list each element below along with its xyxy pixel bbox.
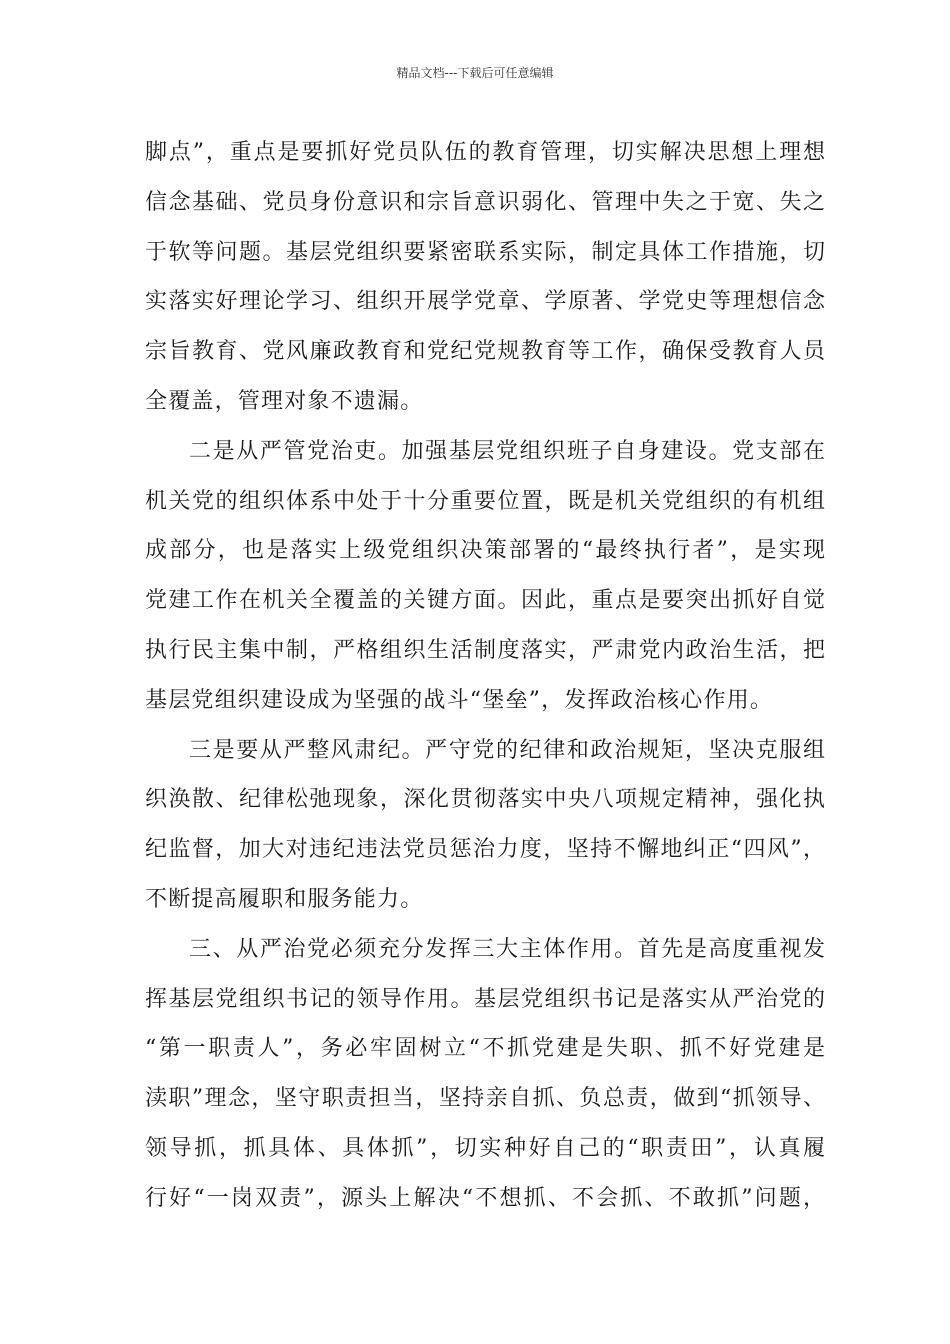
text-line: 于软等问题。基层党组织要紧密联系实际，制定具体工作措施，切 xyxy=(145,239,825,265)
document-body xyxy=(145,128,825,1224)
text-line: 信念基础、党员身份意识和宗旨意识弱化、管理中失之于宽、失之 xyxy=(145,189,825,215)
text-line: 宗旨教育、党风廉政教育和党纪党规教育等工作，确保受教育人员 xyxy=(145,339,825,365)
paragraph-1 xyxy=(145,128,825,427)
text-line: 党建工作在机关全覆盖的关键方面。因此，重点是要突出抓好自觉 xyxy=(145,588,825,614)
text-line: 执行民主集中制，严格组织生活制度落实，严肃党内政治生活，把 xyxy=(145,637,825,663)
text-line: 行好“一岗双责”，源头上解决“不想抓、不会抓、不敢抓”问题， xyxy=(145,1185,825,1211)
text-line: 二是从严管党治吏。加强基层党组织班子自身建设。党支部在 xyxy=(189,438,825,464)
text-line: 挥基层党组织书记的领导作用。基层党组织书记是落实从严治党的 xyxy=(145,986,825,1012)
paragraph-2 xyxy=(145,427,825,726)
text-line: 实落实好理论学习、组织开展学党章、学原著、学党史等理想信念 xyxy=(145,289,825,315)
text-line: 成部分，也是落实上级党组织决策部署的“最终执行者”，是实现 xyxy=(145,538,825,564)
text-line: 领导抓，抓具体、具体抓”，切实种好自己的“职责田”，认真履 xyxy=(145,1135,825,1161)
paragraph-3 xyxy=(145,726,825,925)
text-line: 基层党组织建设成为坚强的战斗“堡垒”，发挥政治核心作用。 xyxy=(145,687,774,713)
page-header: 精品文档---下载后可任意编辑 xyxy=(396,66,554,80)
text-line: 脚点”，重点是要抓好党员队伍的教育管理，切实解决思想上理想 xyxy=(145,140,825,165)
text-line: 纪监督，加大对违纪违法党员惩治力度，坚持不懈地纠正“四风”， xyxy=(145,837,825,863)
text-line: 渎职”理念，坚守职责担当，坚持亲自抓、负总责，做到“抓领导、 xyxy=(145,1086,825,1112)
text-line: 三、从严治党必须充分发挥三大主体作用。首先是高度重视发 xyxy=(189,936,825,962)
text-line: “第一职责人”，务必牢固树立“不抓党建是失职、抓不好党建是 xyxy=(145,1036,825,1062)
text-line: 三是要从严整风肃纪。严守党的纪律和政治规矩，坚决克服组 xyxy=(189,737,825,763)
paragraph-4 xyxy=(145,925,825,1224)
text-line: 全覆盖，管理对象不遗漏。 xyxy=(145,388,424,414)
text-line: 不断提高履职和服务能力。 xyxy=(145,886,424,912)
text-line: 机关党的组织体系中处于十分重要位置，既是机关党组织的有机组 xyxy=(145,488,825,514)
text-line: 织涣散、纪律松弛现象，深化贯彻落实中央八项规定精神，强化执 xyxy=(145,787,825,813)
